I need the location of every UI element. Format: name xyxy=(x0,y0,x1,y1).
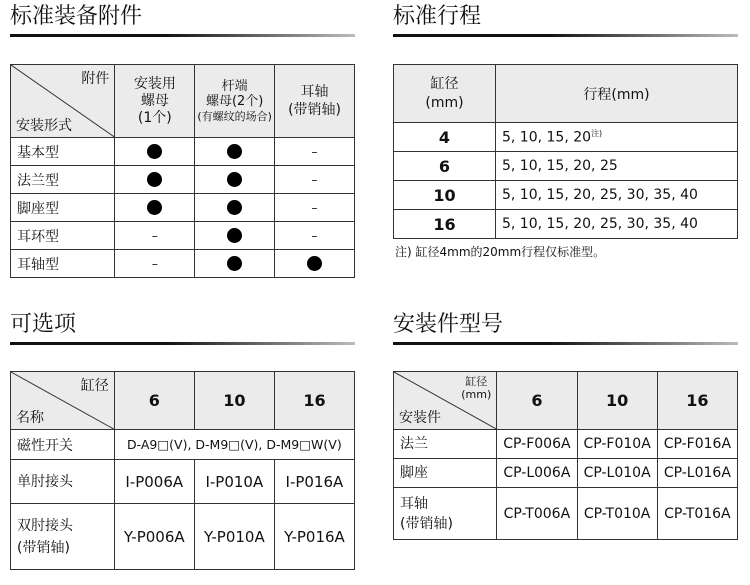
options-part-number: I-P016A xyxy=(274,460,354,504)
options-bore-header: 6 xyxy=(114,372,194,430)
stroke-table xyxy=(393,64,738,239)
stroke-values xyxy=(496,181,738,210)
stroke-bore: 16 xyxy=(394,210,496,239)
accessories-cell xyxy=(195,250,275,278)
mount-models-part-number: CP-F016A xyxy=(657,430,737,459)
options-table xyxy=(10,371,355,570)
included-dot-icon xyxy=(147,200,162,215)
options-part-number: I-P010A xyxy=(194,460,274,504)
mount-models-part-number: CP-T016A xyxy=(657,488,737,540)
mount-models-corner xyxy=(394,372,497,430)
mount-models-bore-header: 16 xyxy=(657,372,737,430)
included-dot-icon xyxy=(227,172,242,187)
options-corner-bottom: 名称 xyxy=(16,410,44,426)
mount-models-part-number: CP-L006A xyxy=(497,459,577,488)
not-included-dash: – xyxy=(311,144,318,159)
options-bore-header: 16 xyxy=(274,372,354,430)
accessories-cell xyxy=(195,194,275,222)
stroke-bore: 4 xyxy=(394,123,496,152)
mount-models-corner-top: 缸径 (mm) xyxy=(461,375,492,401)
accessories-row-label: 耳轴型 xyxy=(11,250,115,278)
options-section xyxy=(10,310,355,345)
accessories-row xyxy=(11,222,355,250)
options-part-number: Y-P006A xyxy=(114,504,194,570)
mount-models-row-label: 脚座 xyxy=(394,459,497,488)
stroke-values-text: 5, 10, 15, 20, 25, 30, 35, 40 xyxy=(502,216,698,232)
stroke-note-mark: 注) xyxy=(591,129,603,139)
included-dot-icon xyxy=(307,256,322,271)
stroke-bore-header: 缸径 (mm) xyxy=(394,65,496,123)
stroke-note: 注) 缸径4mm的20mm行程仅标准型。 xyxy=(395,245,606,259)
mount-models-table xyxy=(393,371,738,540)
accessories-cell xyxy=(115,138,195,166)
not-included-dash: – xyxy=(311,172,318,187)
mount-models-part-number: CP-F006A xyxy=(497,430,577,459)
included-dot-icon xyxy=(147,144,162,159)
accessories-cell xyxy=(275,194,355,222)
stroke-values xyxy=(496,210,738,239)
accessories-table xyxy=(10,64,355,278)
not-included-dash: – xyxy=(151,256,158,271)
options-title: 可选项 xyxy=(10,310,355,345)
included-dot-icon xyxy=(147,172,162,187)
options-magnet-label: 磁性开关 xyxy=(11,430,115,460)
accessories-corner xyxy=(11,65,115,138)
accessories-corner-top: 附件 xyxy=(81,71,110,87)
accessories-corner-bottom: 安装形式 xyxy=(16,118,72,134)
accessories-col-header: 耳轴 (带销轴) xyxy=(275,65,355,138)
options-row-label: 双肘接头 (带销轴) xyxy=(11,504,115,570)
options-row xyxy=(11,504,355,570)
included-dot-icon xyxy=(227,200,242,215)
accessories-cell xyxy=(115,250,195,278)
stroke-stroke-header: 行程(mm) xyxy=(496,65,738,123)
accessories-title: 标准装备附件 xyxy=(10,2,355,37)
accessories-cell xyxy=(115,222,195,250)
mount-models-title: 安装件型号 xyxy=(393,310,738,345)
mount-models-row xyxy=(394,459,738,488)
accessories-cell xyxy=(195,222,275,250)
mount-models-part-number: CP-T010A xyxy=(577,488,657,540)
stroke-bore: 6 xyxy=(394,152,496,181)
mount-models-bore-header: 6 xyxy=(497,372,577,430)
accessories-row xyxy=(11,250,355,278)
accessories-col-header-text: 杆端 螺母(2个) xyxy=(205,78,264,109)
mount-models-row-label: 法兰 xyxy=(394,430,497,459)
mount-models-part-number: CP-T006A xyxy=(497,488,577,540)
accessories-cell xyxy=(115,166,195,194)
stroke-values-text: 5, 10, 15, 20, 25 xyxy=(502,158,618,174)
options-magnet-value: D-A9□(V), D-M9□(V), D-M9□W(V) xyxy=(114,430,354,460)
accessories-row-label: 基本型 xyxy=(11,138,115,166)
stroke-bore: 10 xyxy=(394,181,496,210)
stroke-row xyxy=(394,123,738,152)
mount-models-corner-bottom: 安装件 xyxy=(399,410,441,426)
options-part-number: Y-P016A xyxy=(274,504,354,570)
accessories-cell xyxy=(275,222,355,250)
stroke-row xyxy=(394,152,738,181)
accessories-row-label: 耳环型 xyxy=(11,222,115,250)
options-corner xyxy=(11,372,115,430)
accessories-cell xyxy=(275,138,355,166)
not-included-dash: – xyxy=(311,228,318,243)
accessories-col-header: 安装用 螺母 (1个) xyxy=(115,65,195,138)
stroke-title: 标准行程 xyxy=(393,2,738,37)
options-corner-top: 缸径 xyxy=(80,378,109,394)
options-row-label: 单肘接头 xyxy=(11,460,115,504)
options-bore-header: 10 xyxy=(194,372,274,430)
accessories-row xyxy=(11,166,355,194)
accessories-col-header xyxy=(195,65,275,138)
accessories-cell xyxy=(275,166,355,194)
accessories-row-label: 脚座型 xyxy=(11,194,115,222)
options-part-number: I-P006A xyxy=(114,460,194,504)
accessories-row-label: 法兰型 xyxy=(11,166,115,194)
mount-models-row xyxy=(394,430,738,459)
stroke-values xyxy=(496,152,738,181)
accessories-cell xyxy=(275,250,355,278)
accessories-col-note: (有螺纹的场合) xyxy=(197,109,272,123)
mount-models-section xyxy=(393,310,738,345)
stroke-row xyxy=(394,210,738,239)
stroke-values xyxy=(496,123,738,152)
included-dot-icon xyxy=(227,228,242,243)
stroke-values-text: 5, 10, 15, 20 xyxy=(502,129,592,146)
accessories-cell xyxy=(195,138,275,166)
accessories-row xyxy=(11,138,355,166)
not-included-dash: – xyxy=(311,200,318,215)
included-dot-icon xyxy=(227,144,242,159)
mount-models-bore-header: 10 xyxy=(577,372,657,430)
mount-models-part-number: CP-F010A xyxy=(577,430,657,459)
not-included-dash: – xyxy=(151,228,158,243)
options-row xyxy=(11,460,355,504)
mount-models-row xyxy=(394,488,738,540)
options-part-number: Y-P010A xyxy=(194,504,274,570)
stroke-values-text: 5, 10, 15, 20, 25, 30, 35, 40 xyxy=(502,187,698,203)
included-dot-icon xyxy=(227,256,242,271)
mount-models-part-number: CP-L016A xyxy=(657,459,737,488)
accessories-section xyxy=(10,2,355,37)
accessories-cell xyxy=(115,194,195,222)
accessories-cell xyxy=(195,166,275,194)
mount-models-part-number: CP-L010A xyxy=(577,459,657,488)
stroke-section xyxy=(393,2,738,37)
mount-models-row-label: 耳轴 (带销轴) xyxy=(394,488,497,540)
stroke-row xyxy=(394,181,738,210)
accessories-row xyxy=(11,194,355,222)
